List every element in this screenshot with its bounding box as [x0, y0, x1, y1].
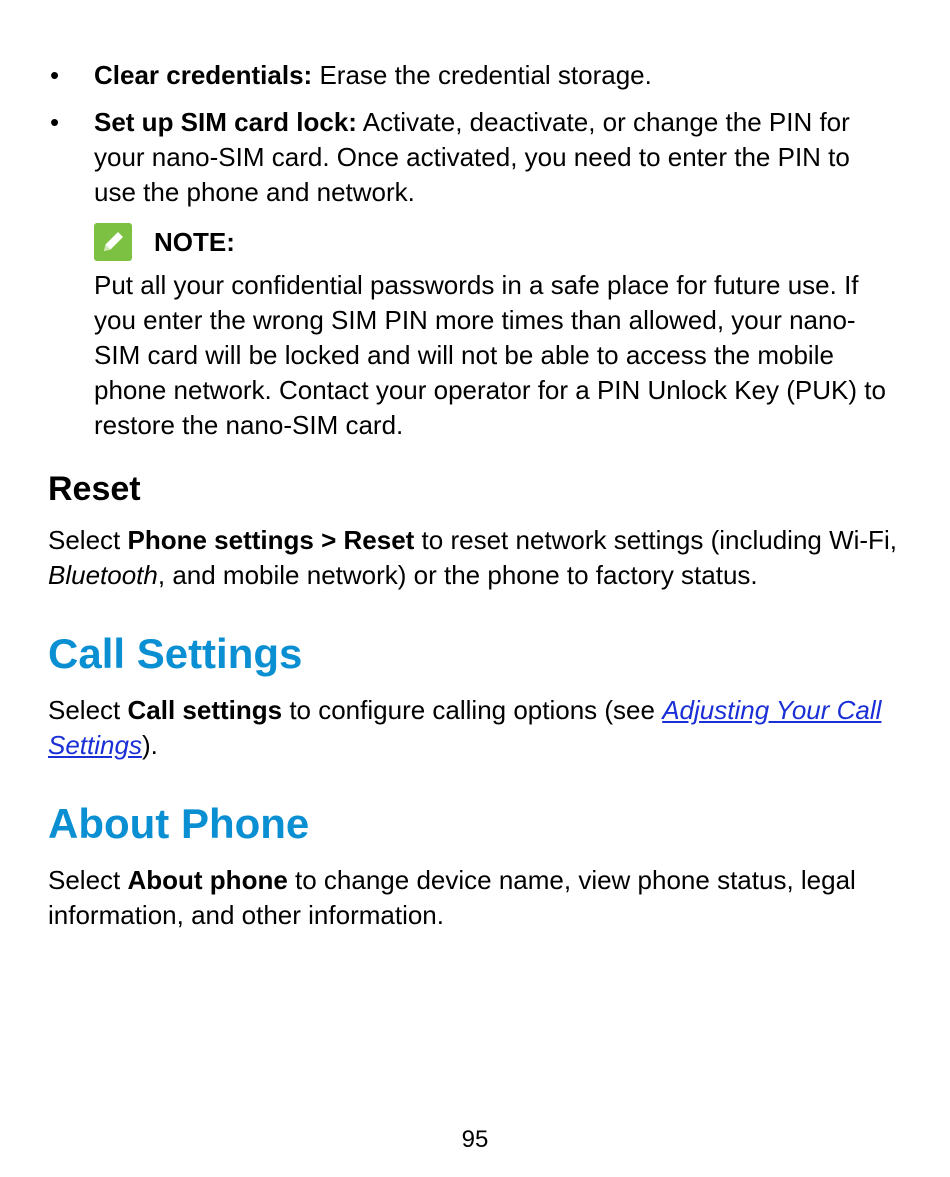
bullet-description: Activate, deactivate, or change the PIN for your nano-SIM card. Once activated, you need to enter the PIN to use the phone and network. — [94, 107, 850, 207]
page-number: 95 — [461, 1126, 489, 1153]
settings-bullet-list — [48, 58, 898, 210]
call-settings-heading: Call Settings — [48, 630, 303, 677]
bullet-description: Erase the credential storage. — [312, 60, 652, 90]
reset-paragraph: Select Phone settings > Reset to reset network settings (including Wi-Fi, Bluetooth, and mobile network) or the phone to factory status. — [48, 525, 897, 590]
list-item — [48, 58, 898, 93]
call-settings-paragraph: Select Call settings to configure calling options (see Adjusting Your Call Settings). — [48, 695, 882, 760]
about-phone-heading: About Phone — [48, 800, 310, 847]
list-item — [48, 105, 898, 210]
adjusting-call-settings-link[interactable]: Adjusting Your Call Settings — [48, 695, 882, 760]
menu-path-phone-settings: Phone settings — [127, 525, 314, 555]
note-label: NOTE: — [154, 226, 235, 257]
pencil-icon — [94, 223, 132, 261]
menu-path-about-phone: About phone — [127, 865, 288, 895]
menu-path-reset: Reset — [343, 525, 415, 555]
menu-path-call-settings: Call settings — [127, 695, 283, 725]
note-box — [94, 222, 898, 443]
bullet-term: Clear credentials: — [94, 60, 313, 90]
bullet-term: Set up SIM card lock: — [94, 107, 357, 137]
bluetooth-term: Bluetooth — [48, 560, 158, 590]
note-body: Put all your confidential passwords in a safe place for future use. If you enter the wrong SIM PIN more times than allowed, your nano-SIM card will be locked and will not be able to access the mobile phone network. Contact your operator for a PIN Unlock Key (PUK) to restore the nano-SIM card. — [94, 270, 886, 440]
about-phone-paragraph: Select About phone to change device name, view phone status, legal information, and other information. — [48, 865, 856, 930]
note-header — [94, 222, 898, 262]
bullet-dot: • — [50, 107, 60, 137]
page-content — [48, 58, 898, 933]
bullet-dot: • — [50, 60, 60, 90]
reset-heading: Reset — [48, 470, 141, 508]
